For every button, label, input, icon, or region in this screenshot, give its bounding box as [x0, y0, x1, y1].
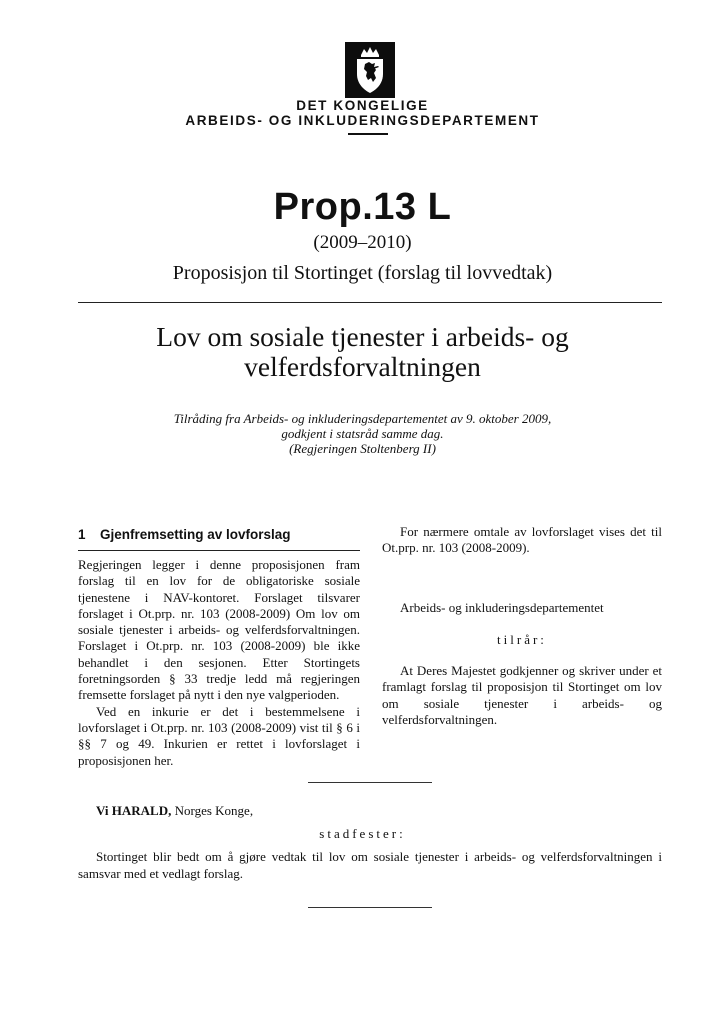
recommendation-line-1: Tilråding fra Arbeids- og inkluderingsdepartementet av 9. oktober 2009,: [173, 411, 552, 426]
king-title: Norges Konge,: [171, 803, 254, 818]
department-line-2: ARBEIDS- OG INKLUDERINGSDEPARTEMENT: [185, 113, 540, 128]
norwegian-coat-of-arms-icon: [345, 42, 395, 98]
section-heading: [78, 527, 291, 542]
tilrar-label: tilrår:: [497, 632, 547, 647]
department-underline: [348, 133, 388, 135]
section-number: 1: [78, 527, 86, 542]
right-paragraph-2: At Deres Majestet godkjenner og skriver under et framlagt forslag til proposisjon til Stortinget om lov om sosiale tjenester i arbeids- og velferdsforvaltningen.: [382, 663, 662, 727]
separator-bottom: [308, 907, 432, 908]
final-paragraph: Stortinget blir bedt om å gjøre vedtak til lov om sosiale tjenester i arbeids- og velferdsforvaltningen i samsvar med et vedlagt forslag.: [78, 849, 662, 881]
stadfester-label: stadfester:: [319, 826, 406, 841]
king-line: [96, 803, 253, 819]
section-heading-rule: [78, 550, 360, 551]
law-title: [0, 322, 725, 382]
proposition-number: Prop.13 L: [273, 186, 452, 228]
section-paragraph-1: Regjeringen legger i denne proposisjonen fram forslag til en lov for de obligatoriske sosiale tjenestene i NAV-kontoret. Forslaget tilsvarer forslaget i Ot.prp. nr. 103 (2008-2009) Om lov om sosiale tjenester i arbeids- og velferdsforvaltningen. Forslaget i Ot.prp. nr. 103 (2008-2009) ble ikke behandlet i den sesjonen. Etter Stortingets foretningsorden § 33 tredje ledd må regjeringen fremsette forslaget på nytt i den nye valgperioden.: [78, 557, 360, 703]
right-paragraph-1: For nærmere omtale av lovforslaget vises det til Ot.prp. nr. 103 (2008-2009).: [382, 524, 662, 556]
section-title: Gjenfremsetting av lovforslag: [100, 527, 291, 542]
recommendation-line-3: (Regjeringen Stoltenberg II): [289, 441, 436, 456]
department-signature: Arbeids- og inkluderingsdepartementet: [400, 600, 604, 615]
law-title-line-2: velferdsforvaltningen: [244, 351, 481, 382]
section-body: [78, 557, 360, 769]
title-divider: [78, 302, 662, 303]
recommendation-line-2: godkjent i statsråd samme dag.: [281, 426, 444, 441]
king-name: Vi HARALD,: [96, 803, 172, 818]
recommendation-note: [0, 411, 725, 456]
department-line-1: DET KONGELIGE: [296, 98, 429, 113]
section-paragraph-2: Ved en inkurie er det i bestemmelsene i lovforslaget i Ot.prp. nr. 103 (2008-2009) vist til § 6 i §§ 7 og 49. Inkurien er rettet i lovforslaget i proposisjonen her.: [78, 703, 360, 768]
proposition-subtitle: Proposisjon til Stortinget (forslag til lovvedtak): [172, 262, 553, 284]
session-years: (2009–2010): [313, 232, 412, 253]
law-title-line-1: Lov om sosiale tjenester i arbeids- og: [156, 321, 569, 352]
separator-top: [308, 782, 432, 783]
